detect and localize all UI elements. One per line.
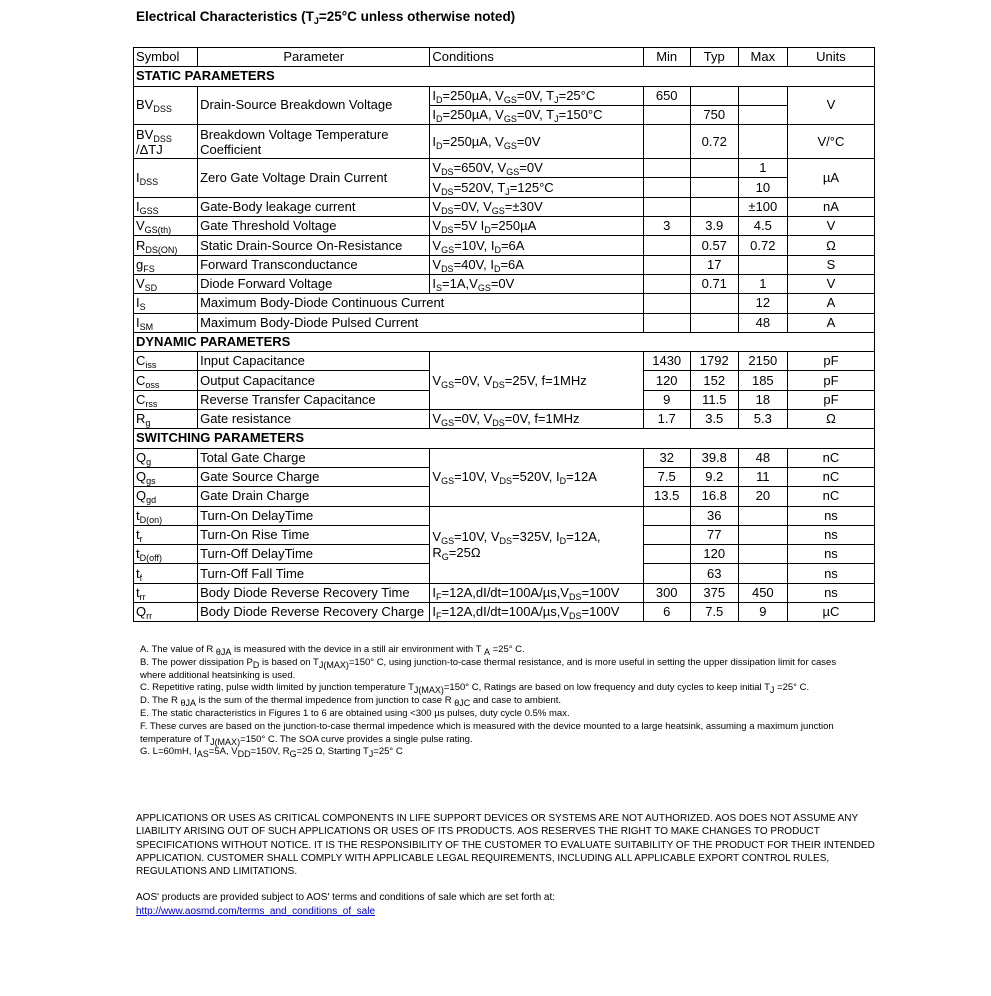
header-units: Units [787,48,874,67]
units-cell: ns [787,583,874,602]
footnotes [140,644,840,759]
conditions-cell: $V_{GS}=10V$, $V_{DS}=520V$, $I_D=12A$ [430,448,643,506]
min-cell [643,197,690,216]
typ-cell: 36 [690,506,738,525]
parameter-cell: Turn-On DelayTime [198,506,430,525]
max-cell: 12 [738,294,787,313]
max-cell: 48 [738,313,787,332]
typ-cell: 16.8 [690,487,738,506]
symbol-cell: $R_{DS(ON)}$ [134,236,198,255]
units-cell: ns [787,506,874,525]
conditions-cell: $V_{DS}=0V$, $V_{GS}=\pm 30V$ [430,197,643,216]
table-row [134,506,875,525]
table-row [134,159,875,178]
symbol-cell: $V_{GS(th)}$ [134,217,198,236]
typ-cell: 0.71 [690,274,738,293]
min-cell: 1430 [643,352,690,371]
units-cell: A [787,313,874,332]
min-cell: 7.5 [643,467,690,486]
parameter-cell: Turn-Off Fall Time [198,564,430,583]
symbol-cell: $Q_{rr}$ [134,603,198,622]
footnote: E. The static characteristics in Figures 1 to 6 are obtained using <300 µs pulses, duty cycle 0.5% max. [140,707,570,719]
header-parameter: Parameter [198,48,430,67]
table-row [134,125,875,159]
max-cell [738,525,787,544]
max-cell: 2150 [738,352,787,371]
max-cell: 1 [738,274,787,293]
units-cell: Ω [787,410,874,429]
symbol-cell: $C_{iss}$ [134,352,198,371]
header-min: Min [643,48,690,67]
units-cell: ns [787,564,874,583]
symbol-cell: $V_{SD}$ [134,274,198,293]
parameter-cell: Maximum Body-Diode Continuous Current [198,294,644,313]
symbol-cell: $t_{D(on)}$ [134,506,198,525]
min-cell [643,506,690,525]
symbol-cell: $t_{D(off)}$ [134,545,198,564]
min-cell [643,545,690,564]
conditions-cell: $V_{GS}=10V$, $V_{DS}=325V$, $I_D=12A$, $R_G=25\Omega$ [430,506,643,583]
min-cell [643,564,690,583]
min-cell [643,255,690,274]
units-cell: ns [787,545,874,564]
terms-block [136,891,555,919]
header-symbol: Symbol [134,48,198,67]
section-static: STATIC PARAMETERS [134,67,875,86]
footnote: D. The R $_{\theta JA}$ is the sum of the thermal impedence from junction to case R $_{\theta JC}$ and case to ambient. [140,695,562,709]
conditions-cell: $V_{DS}=5V$ $I_D=250\mu A$ [430,217,643,236]
parameter-cell: Reverse Transfer Capacitance [198,390,430,409]
conditions-cell: $I_D=250\mu A$, $V_{GS}=0V$, $T_J=150^\circ C$ [430,105,643,124]
units-cell: pF [787,390,874,409]
units-cell: A [787,294,874,313]
min-cell [643,159,690,178]
max-cell: 5.3 [738,410,787,429]
typ-cell: 152 [690,371,738,390]
header-typ: Typ [690,48,738,67]
typ-cell: 1792 [690,352,738,371]
parameter-cell: Turn-Off DelayTime [198,545,430,564]
symbol-cell: $t_{rr}$ [134,583,198,602]
footnote: C. Repetitive rating, pulse width limited by junction temperature $T_{J(MAX)}=150^\circ$ C, Ratings are based on low frequency and duty cycles to keep initial $T_J =25^\circ$ C. [140,682,810,696]
typ-cell: 0.57 [690,236,738,255]
conditions-cell: $V_{DS}=520V$, $T_J=125^\circ C$ [430,178,643,197]
typ-cell: 9.2 [690,467,738,486]
units-cell: µA [787,159,874,198]
footnote: A. The value of R $_{\theta JA}$ is measured with the device in a still air environment with T $_A$ =25° C. [140,644,525,657]
min-cell: 300 [643,583,690,602]
parameter-cell: Turn-On Rise Time [198,525,430,544]
min-cell [643,178,690,197]
max-cell: 0.72 [738,236,787,255]
units-cell: S [787,255,874,274]
electrical-characteristics-table [133,47,875,622]
page-title: Electrical Characteristics ($T_J=25^\circ C$ unless otherwise noted) [136,9,516,26]
section-dynamic: DYNAMIC PARAMETERS [134,332,875,351]
max-cell: 20 [738,487,787,506]
parameter-cell: Gate Threshold Voltage [198,217,430,236]
parameter-cell: Gate Source Charge [198,467,430,486]
units-cell: nA [787,197,874,216]
footnote: G. L=60mH, $I_{AS}=5A$, $V_{DD}=150V$, $R_G=25$ Ω, Starting $T_J=25^\circ$ C [140,746,403,760]
units-cell: V [787,274,874,293]
terms-link[interactable]: http://www.aosmd.com/terms_and_conditions_of_sale [136,906,376,917]
units-cell: nC [787,448,874,467]
min-cell: 650 [643,86,690,105]
conditions-cell: $V_{DS}=40V$, $I_D=6A$ [430,255,643,274]
min-cell [643,525,690,544]
table-row [134,410,875,429]
symbol-cell: $C_{rss}$ [134,390,198,409]
legal-disclaimer: APPLICATIONS OR USES AS CRITICAL COMPONENTS IN LIFE SUPPORT DEVICES OR SYSTEMS ARE NOT AUTHORIZED. AOS DOES NOT ASSUME ANY LIABILITY ARISING OUT OF SUCH APPLICATIONS OR USES OF ITS PRODUCTS. AOS RESERVES THE RIGHT TO MAKE CHANGES TO PRODUCT SPECIFICATIONS WITHOUT NOTICE. IT IS THE RESPONSIBILITY OF THE CUSTOMER TO EVALUATE SUITABILITY OF THE PRODUCT FOR THEIR INTENDED APPLICATION. CUSTOMER SHALL COMPLY WITH APPLICABLE LEGAL REQUIREMENTS, INCLUDING ALL APPLICABLE EXPORT CONTROL RULES, REGULATIONS AND LIMITATIONS. [136,813,875,878]
typ-cell: 7.5 [690,603,738,622]
max-cell [738,125,787,159]
parameter-cell: Diode Forward Voltage [198,274,430,293]
table-row [134,236,875,255]
conditions-cell: $I_F=12A,dI/dt=100A/\mu s,V_{DS}=100V$ [430,583,643,602]
symbol-cell: $I_{GSS}$ [134,197,198,216]
footnote: B. The power dissipation $P_D$ is based on $T_{J(MAX)}=150^\circ$ C, using junction-to-case thermal resistance, and is more useful in setting the upper dissipation limit for cases where additional heatsinking is used. [140,656,837,681]
symbol-cell: $C_{oss}$ [134,371,198,390]
max-cell [738,506,787,525]
symbol-cell: $Q_{gd}$ [134,487,198,506]
table-row [134,197,875,216]
max-cell: 1 [738,159,787,178]
max-cell [738,545,787,564]
typ-cell: 39.8 [690,448,738,467]
parameter-cell: Input Capacitance [198,352,430,371]
units-cell: V [787,86,874,125]
terms-text: AOS' products are provided subject to AOS' terms and conditions of sale which are set forth at: [136,892,556,903]
units-cell: V [787,217,874,236]
parameter-cell: Breakdown Voltage Temperature Coefficient [198,125,430,159]
min-cell: 32 [643,448,690,467]
symbol-cell: $I_{SM}$ [134,313,198,332]
units-cell: Ω [787,236,874,255]
conditions-cell: $V_{GS}=0V$, $V_{DS}=0V$, f=1MHz [430,410,643,429]
max-cell [738,105,787,124]
symbol-cell: $t_r$ [134,525,198,544]
min-cell [643,294,690,313]
min-cell: 13.5 [643,487,690,506]
table-row [134,583,875,602]
min-cell [643,313,690,332]
parameter-cell: Zero Gate Voltage Drain Current [198,159,430,198]
typ-cell [690,197,738,216]
typ-cell: 3.5 [690,410,738,429]
min-cell [643,105,690,124]
units-cell: pF [787,352,874,371]
max-cell: 450 [738,583,787,602]
table-row [134,274,875,293]
section-switching: SWITCHING PARAMETERS [134,429,875,448]
header-conditions: Conditions [430,48,643,67]
typ-cell [690,159,738,178]
units-cell: V/°C [787,125,874,159]
symbol-cell: $t_f$ [134,564,198,583]
units-cell: ns [787,525,874,544]
max-cell: 185 [738,371,787,390]
symbol-cell: $Q_g$ [134,448,198,467]
min-cell [643,125,690,159]
typ-cell: 77 [690,525,738,544]
typ-cell: 63 [690,564,738,583]
table-row [134,86,875,105]
typ-cell: 0.72 [690,125,738,159]
min-cell: 6 [643,603,690,622]
min-cell [643,236,690,255]
min-cell: 3 [643,217,690,236]
header-max: Max [738,48,787,67]
conditions-cell: $V_{GS}=10V$, $I_D=6A$ [430,236,643,255]
max-cell: ±100 [738,197,787,216]
min-cell: 1.7 [643,410,690,429]
typ-cell: 120 [690,545,738,564]
conditions-cell: $I_F=12A,dI/dt=100A/\mu s,V_{DS}=100V$ [430,603,643,622]
typ-cell [690,86,738,105]
symbol-cell: $I_{DSS}$ [134,159,198,198]
symbol-cell: $BV_{DSS}$ [134,86,198,125]
typ-cell: 11.5 [690,390,738,409]
symbol-cell: $g_{FS}$ [134,255,198,274]
parameter-cell: Body Diode Reverse Recovery Time [198,583,430,602]
table-row [134,255,875,274]
table-row [134,294,875,313]
typ-cell: 17 [690,255,738,274]
parameter-cell: Output Capacitance [198,371,430,390]
parameter-cell: Drain-Source Breakdown Voltage [198,86,430,125]
parameter-cell: Maximum Body-Diode Pulsed Current [198,313,644,332]
table-row [134,352,875,371]
table-row [134,603,875,622]
symbol-cell: $R_g$ [134,410,198,429]
typ-cell: 750 [690,105,738,124]
table-row [134,313,875,332]
typ-cell: 375 [690,583,738,602]
parameter-cell: Gate-Body leakage current [198,197,430,216]
symbol-cell: $I_S$ [134,294,198,313]
footnote: F. These curves are based on the junction-to-case thermal impedence which is measured with the device mounted to a large heatsink, assuming a maximum junction temperature of $T_{J(MAX)}=150^\circ$ C. The SOA curve provides a single pulse rating. [140,720,834,747]
parameter-cell: Gate Drain Charge [198,487,430,506]
parameter-cell: Total Gate Charge [198,448,430,467]
max-cell [738,255,787,274]
min-cell [643,274,690,293]
typ-cell [690,178,738,197]
table-row [134,448,875,467]
max-cell [738,86,787,105]
max-cell: 4.5 [738,217,787,236]
parameter-cell: Body Diode Reverse Recovery Charge [198,603,430,622]
max-cell: 9 [738,603,787,622]
max-cell: 10 [738,178,787,197]
max-cell: 11 [738,467,787,486]
units-cell: nC [787,487,874,506]
units-cell: µC [787,603,874,622]
units-cell: nC [787,467,874,486]
typ-cell [690,313,738,332]
conditions-cell: $V_{DS}=650V$, $V_{GS}=0V$ [430,159,643,178]
conditions-cell: $I_D=250\mu A$, $V_{GS}=0V$, $T_J=25^\circ C$ [430,86,643,105]
table-row [134,217,875,236]
min-cell: 9 [643,390,690,409]
max-cell: 18 [738,390,787,409]
conditions-cell: $V_{GS}=0V$, $V_{DS}=25V$, f=1MHz [430,352,643,410]
max-cell [738,564,787,583]
max-cell: 48 [738,448,787,467]
parameter-cell: Gate resistance [198,410,430,429]
table-header-row [134,48,875,67]
typ-cell: 3.9 [690,217,738,236]
parameter-cell: Static Drain-Source On-Resistance [198,236,430,255]
typ-cell [690,294,738,313]
conditions-cell: $I_D=250\mu A$, $V_{GS}=0V$ [430,125,643,159]
symbol-cell: $Q_{gs}$ [134,467,198,486]
parameter-cell: Forward Transconductance [198,255,430,274]
symbol-cell: $BV_{DSS}$ /ΔTJ [134,125,198,159]
conditions-cell: $I_S=1A,V_{GS}=0V$ [430,274,643,293]
min-cell: 120 [643,371,690,390]
units-cell: pF [787,371,874,390]
